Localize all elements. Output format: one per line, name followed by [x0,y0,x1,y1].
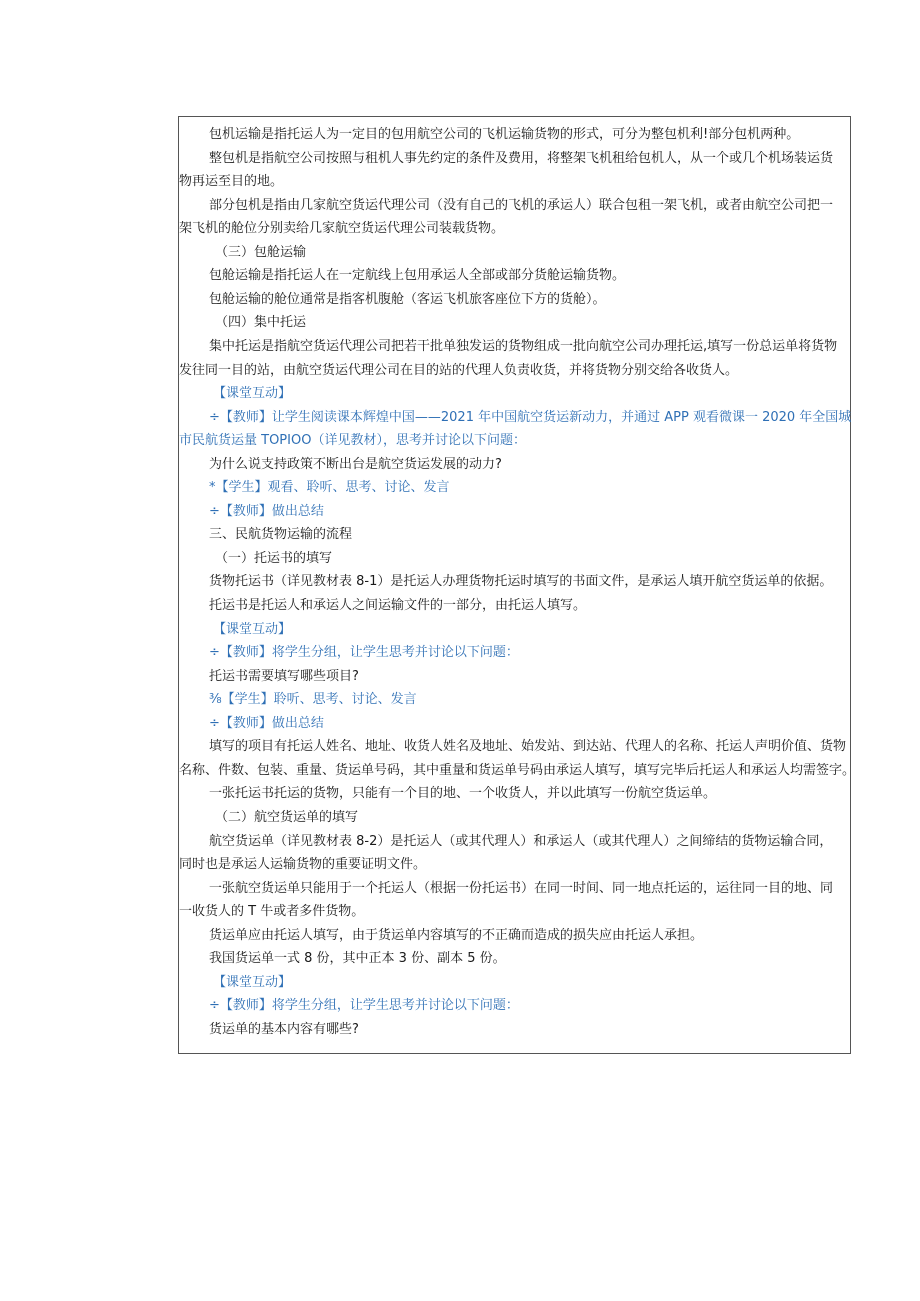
text-line: 托运书是托运人和承运人之间运输文件的一部分，由托运人填写。 [209,598,587,613]
content-frame [178,116,856,1054]
text-line: 三、民航货物运输的流程 [209,527,353,543]
text-line: 航空货运单（详见教材表 8-2）是托运人（或其代理人）和承运人（或其代理人）之间缔结的货物运输合同， [209,833,833,849]
text-line: （四）集中托运 [215,315,307,331]
text-line: 【课堂互动】 [213,386,292,402]
text-line: 【课堂互动】 [213,621,292,637]
text-line: ÷【教师】做出总结 [209,503,324,519]
text-line: （二）航空货运单的填写 [215,809,359,825]
text-line: 同时也是承运人运输货物的重要证明文件。 [179,857,427,873]
text-line: 物再运至目的地。 [179,174,284,190]
text-line: 货物托运书（详见教材表 8-1）是托运人办理货物托运时填写的书面文件，是承运人填开航空货运单的依据。 [209,574,833,590]
text-line: ÷【教师】将学生分组，让学生思考并讨论以下问题： [209,998,519,1014]
text-line: 货运单的基本内容有哪些? [209,1021,359,1037]
text-line: 包机运输是指托运人为一定目的包用航空公司的飞机运输货物的形式，可分为整包机利!部分包机两种。 [209,127,800,142]
text-line: 包舱运输的舱位通常是指客机腹舱（客运飞机旅客座位下方的货舱）。 [209,291,606,307]
text-line: 部分包机是指由几家航空货运代理公司（没有自己的飞机的承运人）联合包租一架飞机，或者由航空公司把一 [209,197,834,213]
text-line: 我国货运单一式 8 份，其中正本 3 份、副本 5 份。 [209,951,506,967]
text-line: ÷【教师】将学生分组，让学生思考并讨论以下问题： [209,645,519,661]
text-line: 填写的项目有托运人姓名、地址、收货人姓名及地址、始发站、到达站、代理人的名称、托运人声明价值、货物 [209,739,847,755]
text-line: （一）托运书的填写 [215,550,333,566]
text-line: 托运书需要填写哪些项目? [209,668,359,684]
text-line: *【学生】观看、聆听、思考、讨论、发言 [209,480,450,496]
text-line: 一张托运书托运的货物，只能有一个目的地、一个收货人，并以此填写一份航空货运单。 [209,786,717,802]
text-line: ÷【教师】做出总结 [209,715,324,731]
text-line: 名称、件数、包装、重量、货运单号码，其中重量和货运单号码由承运人填写，填写完毕后托运人和承运人均需签字。 [179,762,856,778]
text-line: （三）包舱运输 [215,244,307,260]
text-line: 一张航空货运单只能用于一个托运人（根据一份托运书）在同一时间、同一地点托运的，运往同一目的地、同 [209,880,834,896]
text-line: 市民航货运量 TOPIOO（详见教材），思考并讨论以下问题： [179,433,526,449]
text-line: 架飞机的舱位分别卖给几家航空货运代理公司装载货物。 [179,221,505,237]
text-line: 发往同一目的站，由航空货运代理公司在目的站的代理人负责收货，并将货物分别交给各收货人。 [179,362,739,378]
text-line: 货运单应由托运人填写，由于货运单内容填写的不正确而造成的损失应由托运人承担。 [209,927,704,943]
text-line: ÷【教师】让学生阅读课本辉煌中国——2021 年中国航空货运新动力，并通过 APP 观看微课一 2020 年全国城 [209,409,852,425]
text-line: 集中托运是指航空货运代理公司把若干批单独发运的货物组成一批向航空公司办理托运,填写一份总运单将货物 [209,338,838,354]
text-line: 【课堂互动】 [213,974,292,990]
text-line: 包舱运输是指托运人在一定航线上包用承运人全部或部分货舱运输货物。 [209,268,626,284]
text-line: 整包机是指航空公司按照与租机人事先约定的条件及费用，将整架飞机租给包机人，从一个或几个机场装运货 [209,150,834,166]
text-line: 一收货人的 T 牛或者多件货物。 [179,904,365,920]
text-line: ⅜【学生】聆听、思考、讨论、发言 [209,692,417,708]
text-line: 为什么说支持政策不断出台是航空货运发展的动力? [209,456,502,472]
